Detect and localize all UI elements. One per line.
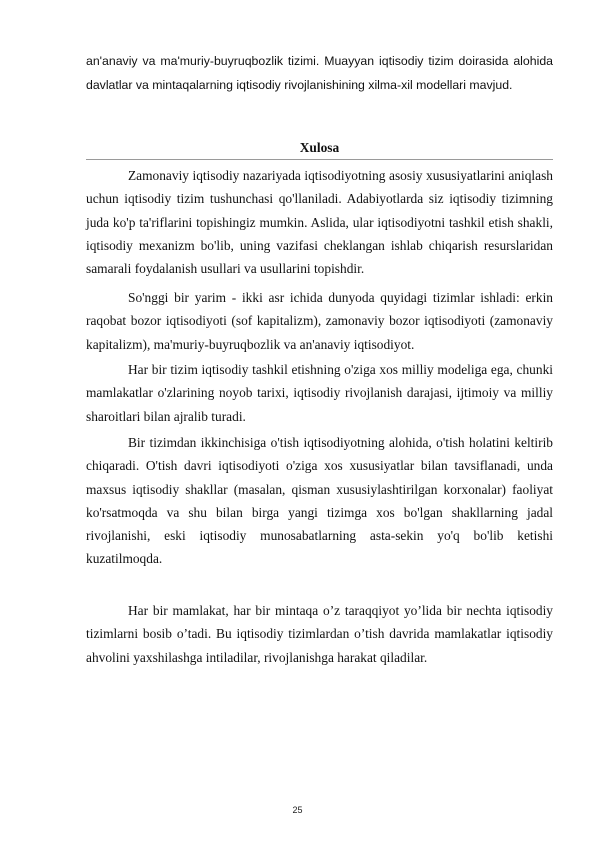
section-heading: Xulosa bbox=[299, 140, 340, 155]
body-paragraph-2: So'nggi bir yarim - ikki asr ichida dunyoda quyidagi tizimlar ishladi: erkin raqobat bozor iqtisodiyoti (sof kapitalizm), zamonaviy bozor iqtisodiyoti (zamonaviy kapitalizm), ma'muriy-buyruqbozlik va an'anaviy iqtisodiyot. bbox=[86, 290, 553, 352]
body-paragraph-1: Zamonaviy iqtisodiy nazariyada iqtisodiyotning asosiy xususiyatlarini aniqlash uchun iqtisodiy tizim tushunchasi qo'llaniladi. Adabiyotlarda siz iqtisodiy tizimning juda ko'p ta'riflarini topishingiz mumkin. Aslida, ular iqtisodiyotni tashkil etish shakli, iqtisodiy mexanizm bo'lib, uning vazifasi cheklangan ishlab chiqarish resurslaridan samarali foydalanish usullari va usullarini topishdir. bbox=[86, 168, 553, 277]
heading-divider bbox=[86, 159, 553, 160]
body-paragraph-5: Har bir mamlakat, har bir mintaqa o’z taraqqiyot yo’lida bir nechta iqtisodiy tizimlarni bosib o’tadi. Bu iqtisodiy tizimlardan o’tish davrida mamlakatlar iqtisodiy ahvolini yaxshilashga intiladilar, rivojlanishga harakat qiladilar. bbox=[86, 603, 553, 665]
page-number: 25 bbox=[292, 805, 303, 815]
body-paragraph-3: Har bir tizim iqtisodiy tashkil etishning o'ziga xos milliy modeliga ega, chunki mamlakatlar o'zlarining noyob tarixi, iqtisodiy rivojlanish darajasi, ijtimoiy va milliy sharoitlari bilan ajralib turadi. bbox=[86, 362, 553, 424]
body-paragraph-4: Bir tizimdan ikkinchisiga o'tish iqtisodiyotning alohida, o'tish holatini keltirib chiqaradi. O'tish davri iqtisodiyoti o'ziga xos xususiyatlar bilan tavsiflanadi, unda maxsus iqtisodiy shakllar (masalan, qisman xususiylashtirilgan korxonalar) faoliyat ko'rsatmoqda va shu bilan birga yangi tizimga xos bo'lgan shakllarning jadal rivojlanishi, eski iqtisodiy munosabatlarning asta-sekin yo'q bo'lib ketishi kuzatilmoqda. bbox=[86, 435, 553, 567]
intro-paragraph: an'anaviy va ma'muriy-buyruqbozlik tizimi. Muayyan iqtisodiy tizim doirasida alohida davlatlar va mintaqalarning iqtisodiy rivojlanishining xilma-xil modellari mavjud. bbox=[86, 54, 553, 92]
